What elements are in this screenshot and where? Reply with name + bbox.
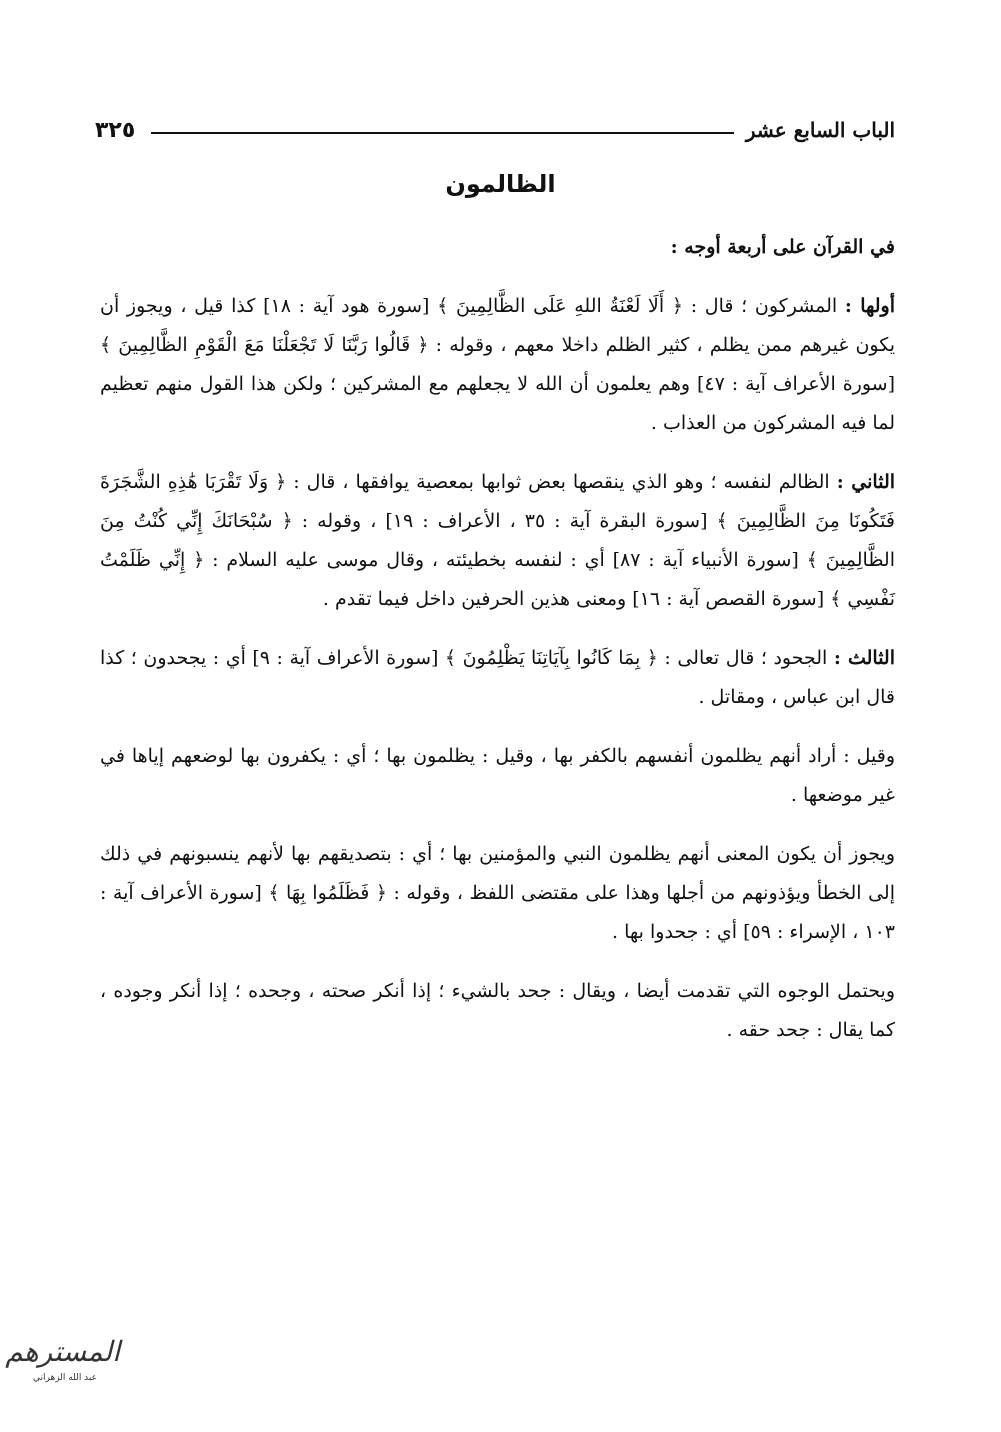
watermark-logo	[5, 1332, 120, 1402]
page-number: ٣٢٥	[95, 117, 136, 143]
paragraph-text: المشركون ؛ قال : ﴿ أَلَا لَعْنَةُ اللهِ عَلَى الظَّالِمِينَ ﴾ [سورة هود آية : ١٨] كذا قيل ، ويجوز أن يكون غيرهم ممن يظلم ، كثير الظلم داخلا معهم ، وقوله : ﴿ قَالُوا رَبَّنَا لَا تَجْعَلْنَا مَعَ الْقَوْمِ الظَّالِمِينَ ﴾ [سورة الأعراف آية : ٤٧] وهم يعلمون أن الله لا يجعلهم مع المشركين ؛ ولكن هذا القول منهم تعظيم لما فيه المشركون من العذاب .	[100, 295, 895, 434]
header-rule	[151, 132, 734, 134]
paragraph-lead: الثالث :	[833, 647, 895, 669]
paragraph-second	[100, 463, 895, 619]
running-header	[95, 112, 895, 148]
watermark-sub: عبد الله الزهراني	[32, 1373, 97, 1383]
paragraph-third	[100, 639, 895, 717]
intro-paragraph: في القرآن على أربعة أوجه :	[670, 236, 895, 258]
paragraph-text: الجحود ؛ قال تعالى : ﴿ بِمَا كَانُوا بِآيَاتِنَا يَظْلِمُونَ ﴾ [سورة الأعراف آية : ٩] أي : يجحدون ؛ كذا قال ابن عباس ، ومقاتل .	[100, 647, 895, 708]
paragraph-fourth	[100, 737, 895, 815]
chapter-title: الباب السابع عشر	[745, 118, 895, 142]
body-text	[100, 228, 895, 1070]
paragraph-text: ويحتمل الوجوه التي تقدمت أيضا ، ويقال : جحد بالشيء ؛ إذا أنكر صحته ، وجحده ؛ إذا أنكر وجوده ، كما يقال : جحد حقه .	[100, 980, 895, 1041]
section-title: الظالمون	[445, 170, 556, 198]
paragraph-fifth	[100, 835, 895, 952]
paragraph-sixth	[100, 972, 895, 1050]
paragraph-text: الظالم لنفسه ؛ وهو الذي ينقصها بعض ثوابها بمعصية يوافقها ، قال : ﴿ وَلَا تَقْرَبَا هَٰذِهِ الشَّجَرَةَ فَتَكُونَا مِنَ الظَّالِمِينَ ﴾ [سورة البقرة آية : ٣٥ ، الأعراف : ١٩] ، وقوله : ﴿ سُبْحَانَكَ إِنِّي كُنْتُ مِنَ الظَّالِمِينَ ﴾ [سورة الأنبياء آية : ٨٧] أي : لنفسه بخطيئته ، وقال موسى عليه السلام : ﴿ إِنِّي ظَلَمْتُ نَفْسِي ﴾ [سورة القصص آية : ١٦] ومعنى هذين الحرفين داخل فيما تقدم .	[100, 471, 895, 610]
watermark-main: المسترهم	[5, 1335, 120, 1368]
paragraph-text: وقيل : أراد أنهم يظلمون أنفسهم بالكفر بها ، وقيل : يظلمون بها ؛ أي : يكفرون بها لوضعهم إياها في غير موضعها .	[100, 745, 895, 806]
paragraph-text: ويجوز أن يكون المعنى أنهم يظلمون النبي والمؤمنين بها ؛ أي : بتصديقهم بها لأنهم ينسبونهم في ذلك إلى الخطأ ويؤذونهم من أجلها وهذا على مقتضى اللفظ ، وقوله : ﴿ فَظَلَمُوا بِهَا ﴾ [سورة الأعراف آية : ١٠٣ ، الإسراء : ٥٩] أي : جحدوا بها .	[100, 843, 895, 943]
paragraph-lead: أولها :	[844, 295, 895, 317]
paragraph-lead: الثاني :	[836, 471, 896, 493]
paragraph-first	[100, 287, 895, 443]
